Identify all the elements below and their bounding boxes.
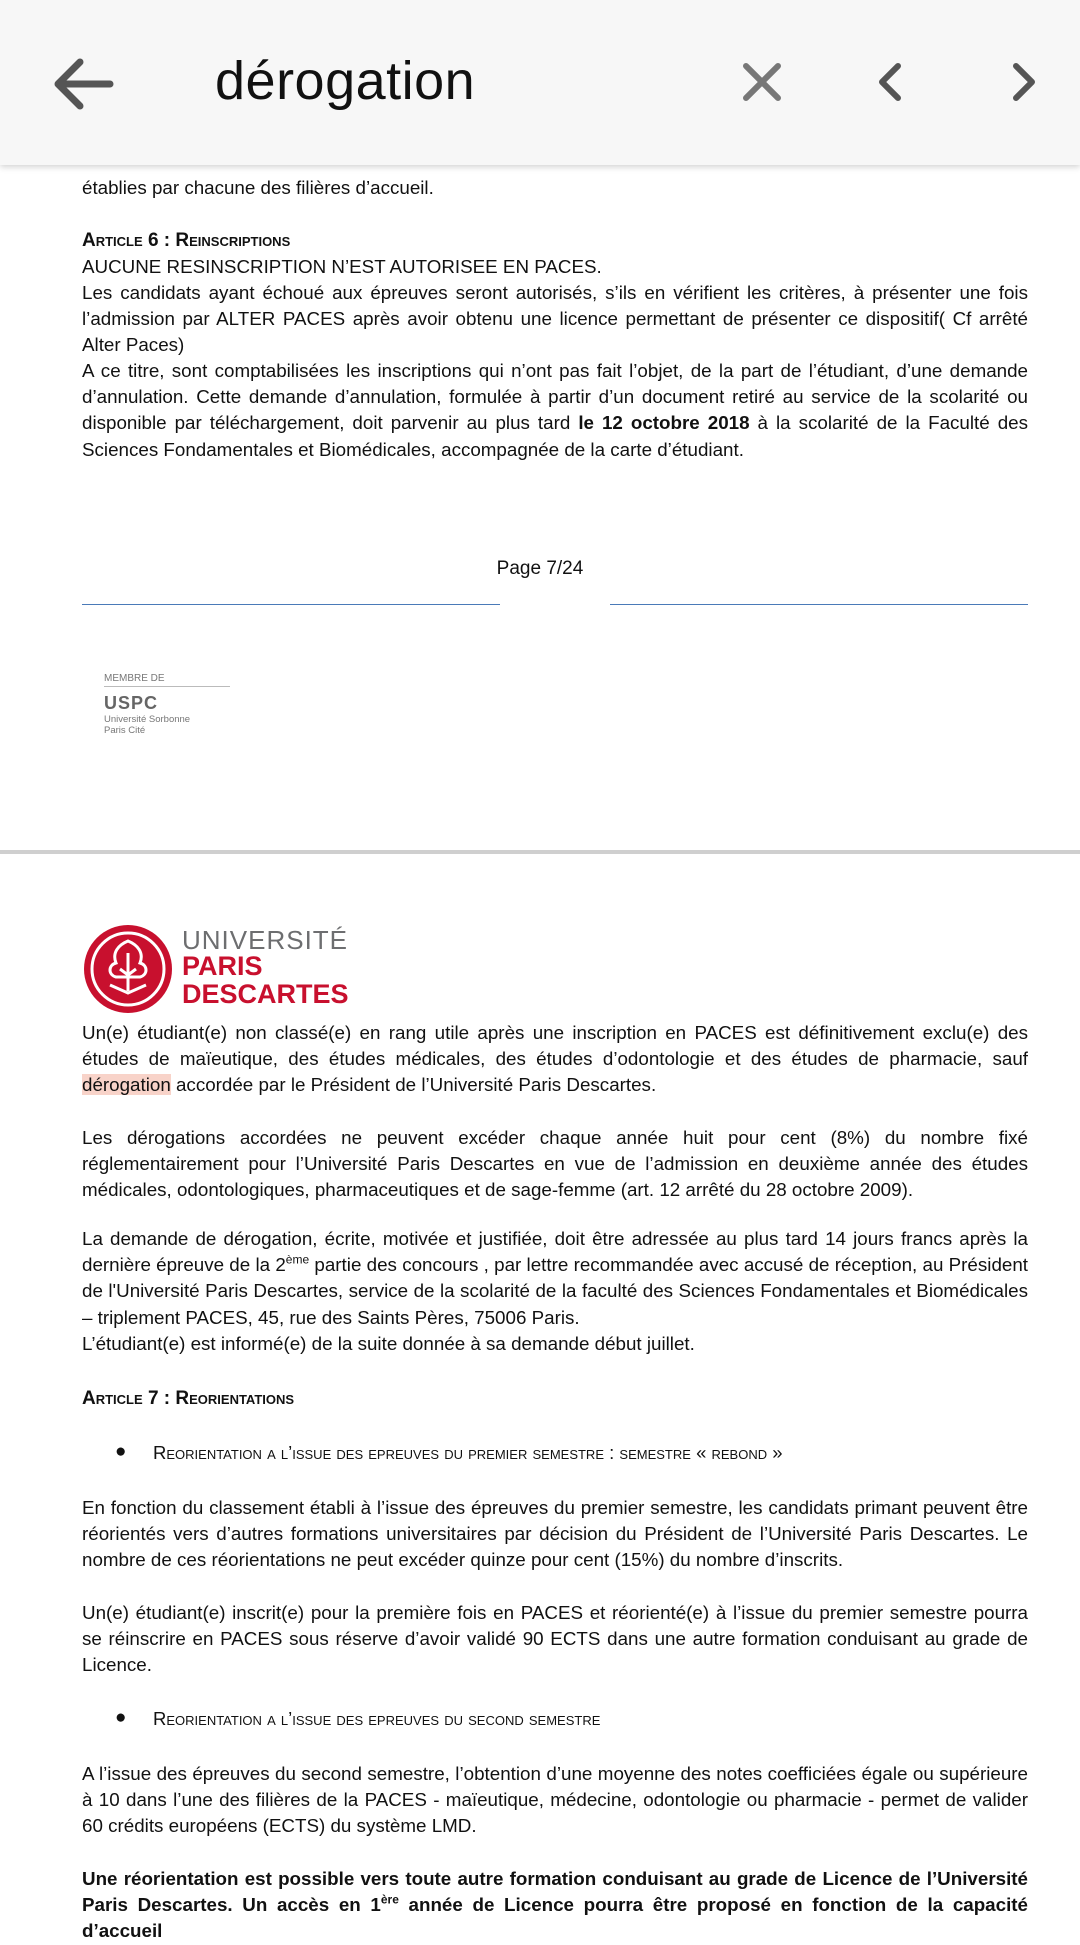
- search-toolbar: [0, 0, 1080, 165]
- page-separator: [0, 850, 1080, 854]
- university-seal-icon: [82, 923, 174, 1015]
- logo-word-universite: UNIVERSITÉ: [182, 925, 349, 955]
- search-query[interactable]: dérogation: [215, 51, 476, 111]
- back-arrow-icon[interactable]: [50, 54, 120, 114]
- footer-rule-right: [610, 604, 1028, 605]
- bullet-dot: ●: [115, 1441, 127, 1462]
- article6-paragraph1: Les candidats ayant échoué aux épreuves seront autorisés, s’ils en vérifient les critères, à présenter une fois l’admission par ALTER PACES après avoir obtenu une licence permettant de présenter ce dispositif( Cf arrêté Alter Paces): [82, 282, 1028, 356]
- previous-result-icon[interactable]: [870, 60, 914, 104]
- search-match-highlight[interactable]: dérogation: [82, 1074, 171, 1096]
- paragraph-exclusion: Un(e) étudiant(e) non classé(e) en rang utile après une inscription en PACES est définitivement exclu(e) des études de maïeutique, des études médicales, des études d’odontologie et des études de pharmacie, sauf dérogation accordée par le Président de l’Université Paris Descartes.: [82, 1022, 1028, 1096]
- paragraph-moyenne: A l’issue des épreuves du second semestre, l’obtention d’une moyenne des notes coefficiées égale ou supérieure à 10 dans l’une des filières de la PACES - maïeutique, médecine, odontologie ou pharmacie - permet de valider 60 crédits européens (ECTS) du système LMD.: [82, 1763, 1028, 1837]
- uspc-subtitle-2: Paris Cité: [104, 725, 146, 736]
- article6-line1: AUCUNE RESINSCRIPTION N’EST AUTORISEE EN PACES.: [82, 256, 602, 277]
- document-viewer[interactable]: [0, 165, 1080, 1942]
- uspc-wordmark: USPC: [104, 693, 159, 713]
- paragraph-derogations: Les dérogations accordées ne peuvent excéder chaque année huit pour cent (8%) du nombre fixé réglementairement pour l’Université Paris Descartes en vue de l’admission en deuxième année des études médicales, odontologiques, pharmaceutiques et de sage-femme (art. 12 arrêté du 28 octobre 2009).: [82, 1127, 1028, 1201]
- close-icon[interactable]: [740, 60, 784, 104]
- paragraph-demande: La demande de dérogation, écrite, motivée et justifiée, doit être adressée au plus tard 14 jours francs après la dernière épreuve de la 2ème partie des concours , par lettre recommandée avec accusé de réception, au Président de l'Université Paris Descartes, service de la scolarité de la faculté des Sciences Fondamentales et Biomédicales – triplement PACES, 45, rue des Saints Pères, 75006 Paris. L’étudiant(e) est informé(e) de la suite donnée à sa demande début juillet.: [82, 1228, 1028, 1354]
- uspc-subtitle-1: Université Sorbonne: [104, 714, 191, 725]
- bullet-reorientation-s1: Reorientation a l’issue des epreuves du premier semestre : semestre « rebond »: [153, 1442, 783, 1463]
- partial-line: établies par chacune des filières d’accueil.: [82, 177, 434, 198]
- article7-heading: Article 7 : Reorientations: [82, 1388, 295, 1409]
- paragraph-classement: En fonction du classement établi à l’issue des épreuves du premier semestre, les candidats primant peuvent être réorientés vers d’autres formations universitaires par décision du Président de l’Université Paris Descartes. Le nombre de ces réorientations ne peut excéder quinze pour cent (15%) du nombre d’inscrits.: [82, 1497, 1028, 1571]
- page-number: Page 7/24: [496, 558, 584, 579]
- footer-rule-left: [82, 604, 500, 605]
- next-result-icon[interactable]: [1000, 60, 1044, 104]
- logo-word-descartes: DESCARTES: [182, 979, 349, 1009]
- paragraph-reinscription: Un(e) étudiant(e) inscrit(e) pour la première fois en PACES et réorienté(e) à l’issue du premier semestre pourra se réinscrire en PACES sous réserve d’avoir validé 90 ECTS dans une autre formation conduisant au grade de Licence.: [82, 1602, 1028, 1676]
- logo-word-paris: PARIS: [182, 951, 263, 981]
- bullet-dot: ●: [115, 1707, 127, 1728]
- paragraph-reorientation-licence: Une réorientation est possible vers toute autre formation conduisant au grade de Licence de l’Université Paris Descartes. Un accès en 1ère année de Licence pourra être proposé en fonction de la capacité d’accueil: [82, 1868, 1028, 1942]
- university-logo: [82, 923, 349, 1023]
- uspc-membre-label: MEMBRE DE: [104, 673, 230, 687]
- bullet-reorientation-s2: Reorientation a l’issue des epreuves du second semestre: [153, 1708, 601, 1729]
- article6-paragraph2: A ce titre, sont comptabilisées les inscriptions qui n’ont pas fait l’objet, de la part de l’étudiant, d’une demande d’annulation. Cette demande d’annulation, formulée à partir d’un document retiré au service de la scolarité ou disponible par téléchargement, doit parvenir au plus tard le 12 octobre 2018 à la scolarité de la Faculté des Sciences Fondamentales et Biomédicales, accompagnée de la carte d’étudiant.: [82, 360, 1028, 460]
- article6-heading: Article 6 : Reinscriptions: [82, 230, 291, 251]
- uspc-logo: [104, 673, 234, 736]
